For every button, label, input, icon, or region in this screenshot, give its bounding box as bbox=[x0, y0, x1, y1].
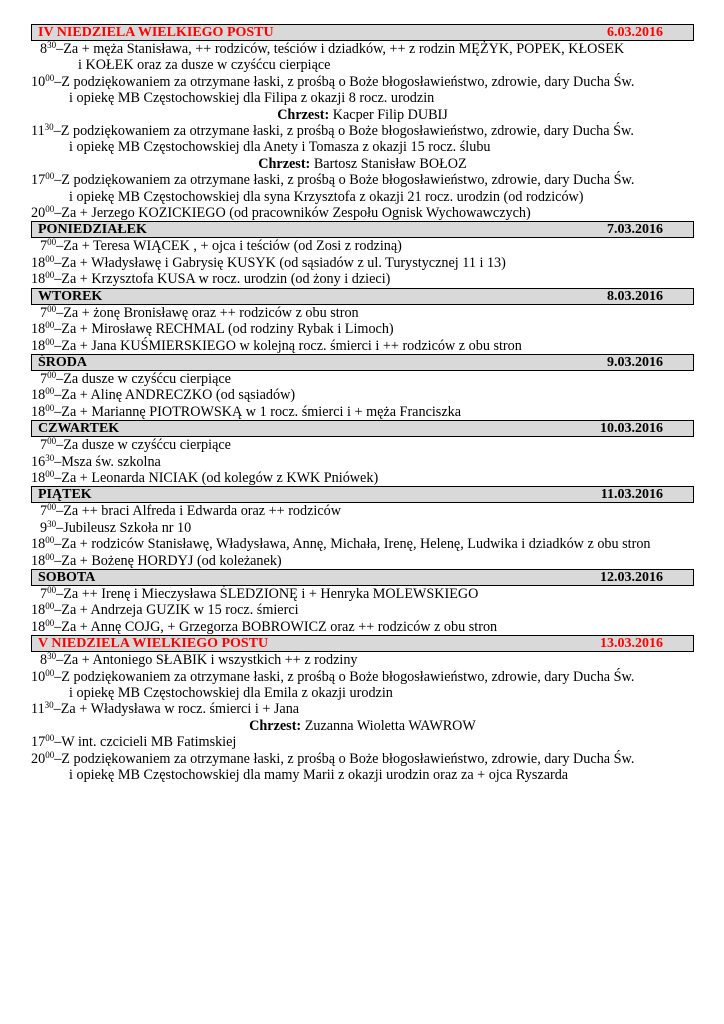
mass-intention-cont: i opiekę MB Częstochowskiej dla Anety i Tomasza z okazji 15 rocz. ślubu bbox=[69, 139, 491, 156]
mass-minute: 00 bbox=[47, 237, 57, 248]
mass-entry bbox=[31, 751, 694, 784]
mass-entry bbox=[31, 454, 694, 470]
mass-intention: –Za + żonę Bronisławę oraz ++ rodziców z obu stron bbox=[56, 304, 359, 321]
mass-minute: 00 bbox=[45, 749, 55, 760]
day-name: WTOREK bbox=[38, 288, 103, 304]
mass-time bbox=[31, 123, 54, 139]
mass-time bbox=[31, 321, 54, 337]
mass-minute: 00 bbox=[45, 601, 55, 612]
mass-intention: –Z podziękowaniem za otrzymane łaski, z prośbą o Boże błogosławieństwo, zdrowie, dary Ducha Św. bbox=[54, 172, 635, 189]
mass-intention: –Z podziękowaniem za otrzymane łaski, z prośbą o Boże błogosławieństwo, zdrowie, dary Ducha Św. bbox=[54, 668, 635, 685]
mass-entry bbox=[31, 305, 694, 321]
mass-minute: 00 bbox=[45, 320, 55, 331]
mass-entry bbox=[31, 734, 694, 750]
day-date: 10.03.2016 bbox=[600, 421, 663, 437]
mass-intention: –Za + Andrzeja GUZIK w 15 rocz. śmierci bbox=[54, 602, 299, 619]
mass-time bbox=[31, 172, 54, 188]
mass-minute: 00 bbox=[47, 369, 57, 380]
mass-hour: 18 bbox=[31, 337, 46, 354]
mass-intention: –Za + Władysława w rocz. śmierci i + Jana bbox=[53, 701, 300, 718]
mass-time bbox=[31, 669, 54, 685]
day-header bbox=[31, 486, 694, 503]
mass-intention: –Za + rodziców Stanisławę, Władysława, Annę, Michała, Irenę, Helenę, Ludwika i dziadków z obu stron bbox=[54, 536, 651, 553]
baptism-label: Chrzest: bbox=[249, 717, 302, 734]
mass-intention: –Za + męża Stanisława, ++ rodziców, teściów i dziadków, ++ z rodzin MĘŻYK, POPEK, KŁOSEK bbox=[56, 41, 625, 57]
mass-minute: 00 bbox=[47, 584, 57, 595]
mass-hour: 18 bbox=[31, 321, 46, 338]
mass-intention: –Za + Mariannę PIOTROWSKĄ w 1 rocz. śmierci i + męża Franciszka bbox=[54, 403, 462, 420]
mass-minute: 00 bbox=[45, 468, 55, 479]
mass-entry bbox=[31, 503, 694, 519]
mass-entry bbox=[31, 74, 694, 107]
mass-intention-cont: i opiekę MB Częstochowskiej dla mamy Marii z okazji urodzin oraz za + ojca Ryszarda bbox=[69, 767, 569, 784]
mass-hour: 7 bbox=[40, 437, 48, 454]
mass-time bbox=[40, 503, 56, 519]
day-name: PONIEDZIAŁEK bbox=[38, 222, 147, 238]
mass-time bbox=[40, 41, 56, 57]
mass-entry bbox=[31, 371, 694, 387]
mass-time bbox=[31, 751, 54, 767]
mass-intention-cont: i KOŁEK oraz za dusze w czyśćcu cierpiące bbox=[78, 57, 331, 74]
day-name: CZWARTEK bbox=[38, 421, 120, 437]
mass-hour: 18 bbox=[31, 403, 46, 420]
mass-time bbox=[40, 371, 56, 387]
day-name: SOBOTA bbox=[38, 569, 96, 585]
mass-hour: 18 bbox=[31, 602, 46, 619]
mass-entry bbox=[31, 536, 694, 552]
day-header bbox=[31, 569, 694, 586]
mass-intention: –Za + Antoniego SŁABIK i wszystkich ++ z rodziny bbox=[56, 652, 358, 669]
mass-entry bbox=[31, 619, 694, 635]
mass-intention-cont: i opiekę MB Częstochowskiej dla Filipa z okazji 8 rocz. urodzin bbox=[69, 90, 435, 107]
mass-entry bbox=[31, 470, 694, 486]
mass-intention-cont: i opiekę MB Częstochowskiej dla syna Krzysztofa z okazji 21 rocz. urodzin (od rodziców) bbox=[69, 188, 584, 205]
mass-intention-cont: i opiekę MB Częstochowskiej dla Emila z okazji urodzin bbox=[69, 685, 393, 701]
baptism-label: Chrzest: bbox=[277, 106, 330, 123]
mass-entry bbox=[31, 255, 694, 271]
mass-time bbox=[31, 470, 54, 486]
mass-minute: 00 bbox=[45, 253, 55, 264]
mass-hour: 18 bbox=[31, 618, 46, 635]
day-section bbox=[31, 221, 694, 287]
day-name: V NIEDZIELA WIELKIEGO POSTU bbox=[38, 636, 269, 652]
mass-time bbox=[31, 387, 54, 403]
mass-minute: 30 bbox=[44, 122, 54, 133]
mass-entry bbox=[31, 321, 694, 337]
baptism-name: Bartosz Stanisław BOŁOZ bbox=[313, 155, 467, 172]
mass-time bbox=[40, 586, 56, 602]
mass-minute: 00 bbox=[47, 502, 57, 513]
mass-intention: –Za ++ braci Alfreda i Edwarda oraz ++ rodziców bbox=[56, 503, 341, 520]
mass-hour: 7 bbox=[40, 304, 48, 321]
baptism-line bbox=[31, 156, 694, 172]
mass-hour: 7 bbox=[40, 370, 48, 387]
mass-time bbox=[31, 271, 54, 287]
mass-intentions-document bbox=[31, 24, 694, 783]
mass-intention: –Msza św. szkolna bbox=[54, 453, 161, 470]
mass-intention: –Za + Leonarda NICIAK (od kolegów z KWK Pniówek) bbox=[54, 469, 379, 486]
mass-entry bbox=[31, 602, 694, 618]
day-name: PIĄTEK bbox=[38, 487, 92, 503]
mass-minute: 00 bbox=[47, 303, 57, 314]
day-section bbox=[31, 288, 694, 354]
day-header bbox=[31, 420, 694, 437]
mass-hour: 18 bbox=[31, 469, 46, 486]
mass-minute: 00 bbox=[45, 551, 55, 562]
day-header bbox=[31, 288, 694, 305]
mass-time bbox=[31, 255, 54, 271]
mass-hour: 18 bbox=[31, 271, 46, 288]
mass-time bbox=[31, 602, 54, 618]
mass-entry bbox=[31, 520, 694, 536]
mass-minute: 00 bbox=[45, 270, 55, 281]
day-date: 11.03.2016 bbox=[600, 487, 663, 503]
mass-intention: –Za + Bożenę HORDYJ (od koleżanek) bbox=[54, 552, 282, 569]
mass-time bbox=[40, 520, 56, 536]
baptism-label: Chrzest: bbox=[258, 155, 311, 172]
mass-hour: 18 bbox=[31, 536, 46, 553]
day-section bbox=[31, 635, 694, 783]
baptism-name: Zuzanna Wioletta WAWROW bbox=[304, 717, 476, 734]
mass-minute: 30 bbox=[47, 518, 57, 529]
day-date: 6.03.2016 bbox=[607, 25, 663, 40]
mass-time bbox=[31, 619, 54, 635]
mass-time bbox=[31, 734, 54, 750]
mass-hour: 11 bbox=[31, 701, 45, 718]
mass-entry bbox=[31, 271, 694, 287]
mass-minute: 30 bbox=[45, 452, 55, 463]
mass-hour: 9 bbox=[40, 519, 48, 536]
mass-minute: 30 bbox=[47, 40, 57, 50]
mass-minute: 00 bbox=[45, 171, 55, 182]
mass-time bbox=[31, 338, 54, 354]
day-header bbox=[31, 24, 694, 41]
mass-intention: –Jubileusz Szkoła nr 10 bbox=[56, 519, 192, 536]
day-date: 13.03.2016 bbox=[600, 636, 663, 652]
mass-hour: 7 bbox=[40, 503, 48, 520]
mass-entry bbox=[31, 553, 694, 569]
day-date: 7.03.2016 bbox=[607, 222, 663, 238]
mass-entry bbox=[31, 652, 694, 668]
day-name: ŚRODA bbox=[38, 354, 88, 370]
mass-minute: 00 bbox=[45, 386, 55, 397]
mass-intention: –Za + Alinę ANDRECZKO (od sąsiadów) bbox=[54, 387, 296, 404]
mass-time bbox=[31, 454, 54, 470]
mass-hour: 18 bbox=[31, 254, 46, 271]
day-header bbox=[31, 354, 694, 371]
mass-hour: 7 bbox=[40, 585, 48, 602]
mass-time bbox=[31, 701, 54, 717]
mass-entry bbox=[31, 586, 694, 602]
mass-hour: 10 bbox=[31, 668, 46, 685]
day-section bbox=[31, 24, 694, 221]
day-section bbox=[31, 486, 694, 569]
mass-minute: 00 bbox=[45, 667, 55, 678]
day-header bbox=[31, 635, 694, 652]
mass-minute: 30 bbox=[44, 700, 54, 711]
mass-minute: 00 bbox=[45, 336, 55, 347]
mass-intention: –Z podziękowaniem za otrzymane łaski, z prośbą o Boże błogosławieństwo, zdrowie, dary Ducha Św. bbox=[54, 750, 635, 767]
mass-hour: 20 bbox=[31, 750, 46, 767]
mass-intention: –Z podziękowaniem za otrzymane łaski, z prośbą o Boże błogosławieństwo, zdrowie, dary Ducha Św. bbox=[54, 73, 635, 90]
mass-hour: 18 bbox=[31, 552, 46, 569]
mass-time bbox=[31, 536, 54, 552]
day-section bbox=[31, 420, 694, 486]
mass-entry bbox=[31, 41, 694, 74]
mass-hour: 11 bbox=[31, 123, 45, 140]
mass-entry bbox=[31, 123, 694, 156]
mass-intention: –Za ++ Irenę i Mieczysława ŚLEDZIONĘ i + Henryka MOLEWSKIEGO bbox=[56, 585, 479, 602]
day-name: IV NIEDZIELA WIELKIEGO POSTU bbox=[38, 25, 274, 40]
day-date: 8.03.2016 bbox=[607, 288, 663, 304]
mass-time bbox=[31, 205, 54, 221]
day-section bbox=[31, 354, 694, 420]
mass-intention: –Za + Teresa WIĄCEK , + ojca i teściów (od Zosi z rodziną) bbox=[56, 238, 402, 255]
mass-time bbox=[40, 238, 56, 254]
mass-minute: 00 bbox=[45, 535, 55, 546]
mass-intention: –Za + Krzysztofa KUSA w rocz. urodzin (od żony i dzieci) bbox=[54, 271, 391, 288]
mass-time bbox=[40, 652, 56, 668]
mass-hour: 8 bbox=[40, 41, 48, 57]
mass-hour: 10 bbox=[31, 73, 46, 90]
mass-entry bbox=[31, 338, 694, 354]
mass-intention: –Za + Władysławę i Gabrysię KUSYK (od sąsiadów z ul. Turystycznej 11 i 13) bbox=[54, 254, 506, 271]
mass-entry bbox=[31, 404, 694, 420]
mass-entry bbox=[31, 669, 694, 702]
mass-minute: 00 bbox=[47, 436, 57, 447]
baptism-line bbox=[31, 107, 694, 123]
mass-entry bbox=[31, 238, 694, 254]
mass-time bbox=[31, 404, 54, 420]
baptism-name: Kacper Filip DUBIJ bbox=[332, 106, 448, 123]
day-section bbox=[31, 569, 694, 635]
mass-minute: 00 bbox=[45, 617, 55, 628]
mass-minute: 00 bbox=[45, 402, 55, 413]
mass-intention: –Za + Jerzego KOZICKIEGO (od pracowników Zespołu Ognisk Wychowawczych) bbox=[54, 205, 531, 222]
mass-intention: –Za + Jana KUŚMIERSKIEGO w kolejną rocz. śmierci i ++ rodziców z obu stron bbox=[54, 337, 522, 354]
mass-hour: 20 bbox=[31, 205, 46, 222]
mass-minute: 30 bbox=[47, 651, 57, 662]
mass-minute: 00 bbox=[45, 733, 55, 744]
baptism-line bbox=[31, 718, 694, 734]
mass-minute: 00 bbox=[45, 72, 55, 83]
mass-intention: –W int. czcicieli MB Fatimskiej bbox=[54, 734, 237, 751]
mass-entry bbox=[31, 701, 694, 717]
mass-intention: –Za dusze w czyśćcu cierpiące bbox=[56, 437, 231, 454]
mass-hour: 17 bbox=[31, 172, 46, 189]
mass-time bbox=[40, 437, 56, 453]
mass-intention: –Za + Annę COJG, + Grzegorza BOBROWICZ oraz ++ rodziców z obu stron bbox=[54, 618, 498, 635]
mass-intention: –Za + Mirosławę RECHMAL (od rodziny Rybak i Limoch) bbox=[54, 321, 394, 338]
mass-entry bbox=[31, 172, 694, 205]
mass-hour: 17 bbox=[31, 734, 46, 751]
mass-time bbox=[31, 74, 54, 90]
mass-hour: 7 bbox=[40, 238, 48, 255]
mass-time bbox=[40, 305, 56, 321]
day-date: 12.03.2016 bbox=[600, 569, 663, 585]
mass-entry bbox=[31, 437, 694, 453]
mass-time bbox=[31, 553, 54, 569]
mass-hour: 8 bbox=[40, 652, 48, 669]
mass-entry bbox=[31, 387, 694, 403]
day-header bbox=[31, 221, 694, 238]
mass-minute: 00 bbox=[45, 204, 55, 215]
mass-intention: –Z podziękowaniem za otrzymane łaski, z prośbą o Boże błogosławieństwo, zdrowie, dary Ducha Św. bbox=[53, 123, 634, 140]
mass-hour: 18 bbox=[31, 387, 46, 404]
day-date: 9.03.2016 bbox=[607, 354, 663, 370]
mass-entry bbox=[31, 205, 694, 221]
mass-hour: 16 bbox=[31, 453, 46, 470]
mass-intention: –Za dusze w czyśćcu cierpiące bbox=[56, 370, 231, 387]
